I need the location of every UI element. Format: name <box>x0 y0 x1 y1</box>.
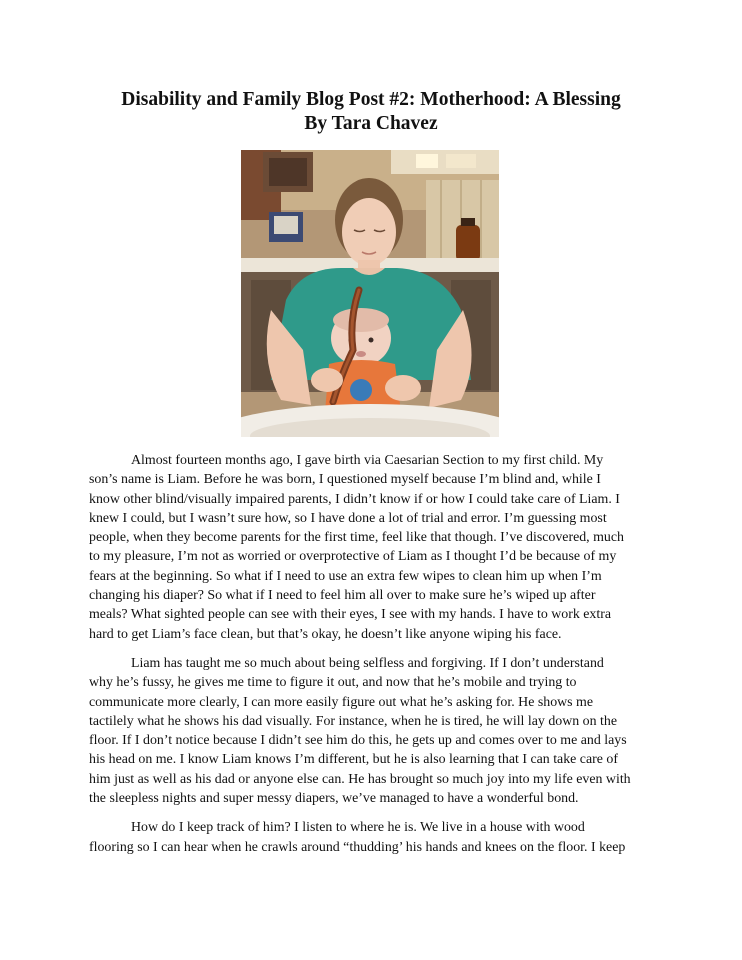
paragraph-2 <box>89 654 655 808</box>
paragraph-line: to my pleasure, I’m not as worried or overprotective of Liam as I thought I’d be because of my <box>89 549 617 565</box>
paragraph-line: flooring so I can hear when he crawls around “thudding’ his hands and knees on the floor. I keep <box>89 839 626 855</box>
paragraph-line: tactilely what he shows his dad visually. For instance, when he is tired, he will lay down on the <box>89 713 617 729</box>
paragraph-line: his head on me. I know Liam knows I’m different, but he is also learning that I can take care of <box>89 752 618 768</box>
document-title <box>40 88 702 136</box>
paragraph-line: the sleepless nights and super messy diapers, we’ve managed to have a wonderful bond. <box>89 791 579 807</box>
paragraph-line: communicate more clearly, I can more easily figure out what he’s asking for. He shows me <box>89 694 594 710</box>
paragraph-line: changing his diaper? So what if I need to feel him all over to make sure he’s wiped up after <box>89 588 596 604</box>
paragraph-line: son’s name is Liam. Before he was born, I questioned myself because I’m blind and, while I <box>89 472 601 488</box>
paragraph-line: know other blind/visually impaired parents, I didn’t know if or how I could take care of Liam. I <box>89 491 620 507</box>
title-line-2-byline: By Tara Chavez <box>304 113 438 134</box>
paragraph-line: hard to get Liam’s face clean, but that’s okay, he doesn’t like anyone wiping his face. <box>89 626 562 642</box>
paragraph-line: How do I keep track of him? I listen to where he is. We live in a house with wood <box>131 820 585 836</box>
paragraph-line: Almost fourteen months ago, I gave birth via Caesarian Section to my first child. My <box>131 453 604 468</box>
paragraph-line: fears at the beginning. So what if I need to use an extra few wipes to clean him up when I’m <box>89 568 602 584</box>
paragraph-line: people, when they become parents for the first time, feel like that though. I’ve discovered, much <box>89 530 624 546</box>
paragraph-line: why he’s fussy, he gives me time to figure it out, and now that he’s mobile and trying to <box>89 675 577 691</box>
paragraph-1 <box>89 451 655 644</box>
paragraph-3 <box>89 818 655 857</box>
mother-holding-baby-photo <box>241 150 499 437</box>
paragraph-line: floor. If I don’t notice because I didn’t see him do this, he gets up and comes over to me and lays <box>89 733 627 749</box>
paragraph-line: Liam has taught me so much about being selfless and forgiving. If I don’t understand <box>131 655 604 671</box>
paragraph-line: him just as well as his dad or anyone else can. He has brought so much joy into my life even with <box>89 771 631 787</box>
paragraph-line: knew I could, but I wasn’t sure how, so I have done a lot of trial and error. I’m guessing most <box>89 510 607 526</box>
paragraph-line: meals? What sighted people can see with their eyes, I see with my hands. I have to work extra <box>89 607 612 623</box>
title-line-1: Disability and Family Blog Post #2: Motherhood: A Blessing <box>121 89 621 110</box>
article-body <box>89 451 655 867</box>
